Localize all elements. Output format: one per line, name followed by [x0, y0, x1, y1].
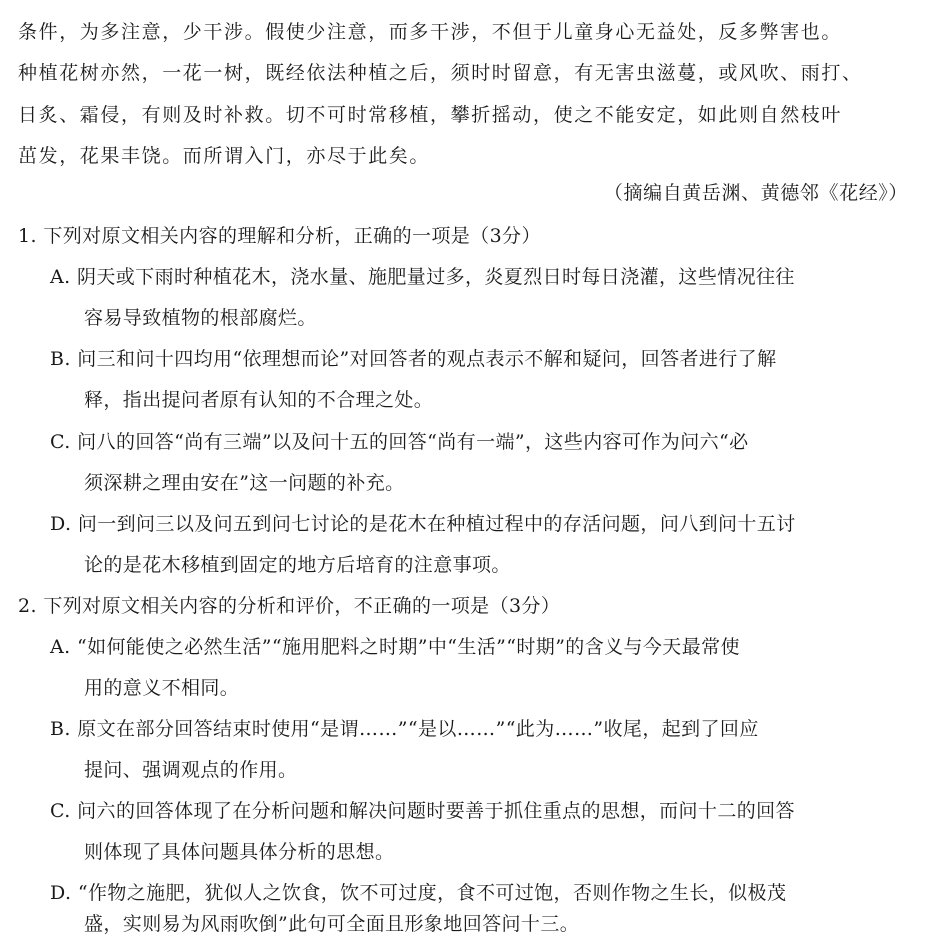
source-citation: （摘编自黄岳渊、黄德邻《花经》） — [603, 182, 908, 204]
option-line: 提问、强调观点的作用。 — [84, 759, 298, 781]
option-line: 论的是花木移植到固定的地方后培育的注意事项。 — [84, 554, 511, 576]
option-line: 容易导致植物的根部腐烂。 — [84, 307, 317, 329]
option-line: B. 原文在部分回答结束时使用“是谓……”“是以……”“此为……”收尾，起到了回应 — [50, 718, 759, 740]
option-line: 释，指出提问者原有认知的不合理之处。 — [84, 389, 434, 411]
option-line: 盛，实则易为风雨吹倒”此句可全面且形象地回答问十三。 — [84, 913, 580, 935]
question-stem: 1. 下列对原文相关内容的理解和分析，正确的一项是（3分） — [18, 225, 541, 247]
option-line: 用的意义不相同。 — [84, 677, 240, 699]
passage-line: 日炙、霜侵，有则及时补救。切不可时常移植，攀折摇动，使之不能安定，如此则自然枝叶 — [18, 104, 843, 126]
passage-line: 茁发，花果丰饶。而所谓入门，亦尽于此矣。 — [18, 145, 431, 167]
option-line: D. “作物之施肥，犹似人之饮食，饮不可过度，食不可过饱，否则作物之生长，似极茂 — [50, 882, 787, 904]
passage-line: 条件，为多注意，少干涉。假使少注意，而多干涉，不但于儿童身心无益处，反多弊害也。 — [18, 21, 843, 43]
passage-line: 种植花树亦然，一花一树，既经依法种植之后，须时时留意，有无害虫滋蔓，或风吹、雨打、 — [18, 62, 863, 84]
question-stem: 2. 下列对原文相关内容的分析和评价，不正确的一项是（3分） — [18, 595, 561, 617]
option-line: A. “如何能使之必然生活”“施用肥料之时期”中“生活”“时期”的含义与今天最常使 — [50, 636, 740, 658]
option-line: C. 问六的回答体现了在分析问题和解决问题时要善于抓住重点的思想，而问十二的回答 — [50, 800, 795, 822]
option-line: 则体现了具体问题具体分析的思想。 — [84, 841, 395, 863]
option-line: 须深耕之理由安在”这一问题的补充。 — [84, 472, 405, 494]
option-line: A. 阴天或下雨时种植花木，浇水量、施肥量过多，炎夏烈日时每日浇灌，这些情况往往 — [50, 266, 795, 288]
option-line: B. 问三和问十四均用“依理想而论”对回答者的观点表示不解和疑问，回答者进行了解 — [50, 348, 777, 370]
option-line: D. 问一到问三以及问五到问七讨论的是花木在种植过程中的存活问题，问八到问十五讨 — [50, 513, 796, 535]
option-line: C. 问八的回答“尚有三端”以及问十五的回答“尚有一端”，这些内容可作为问六“必 — [50, 431, 749, 453]
